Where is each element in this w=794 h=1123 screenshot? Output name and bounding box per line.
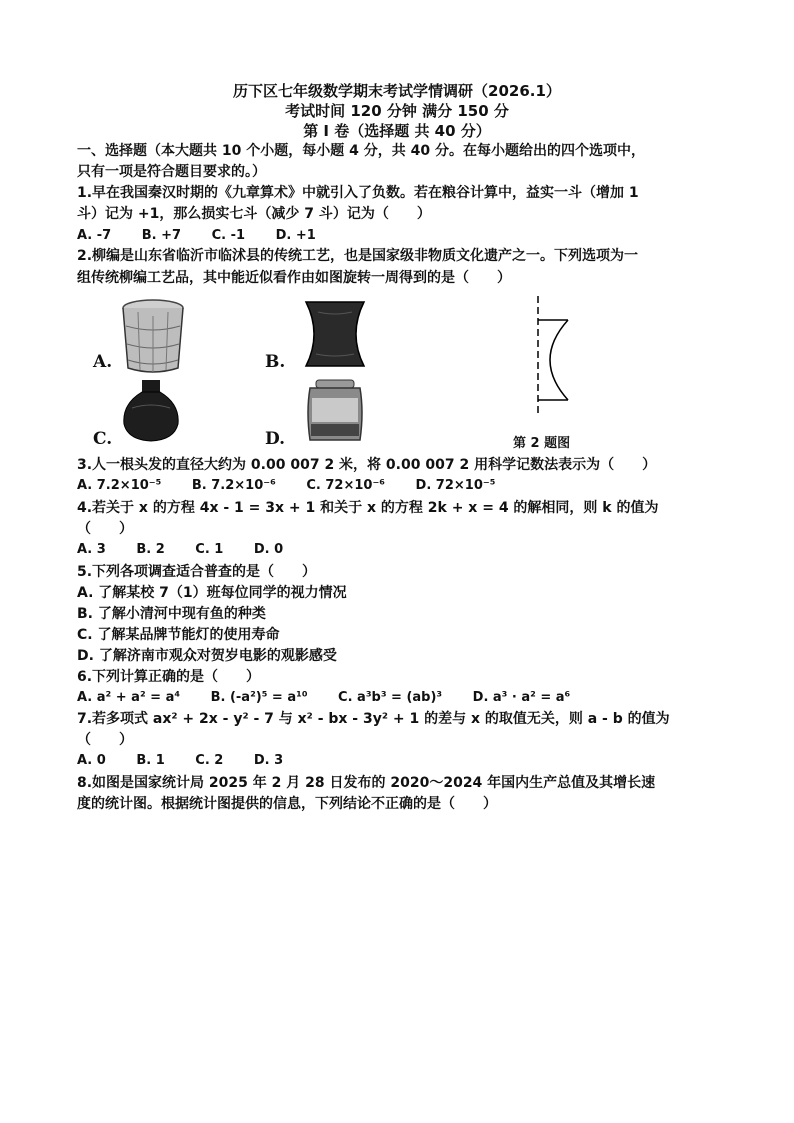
q1-options [77, 228, 342, 243]
q4-option-c: C. 1 [195, 542, 224, 557]
q8-stem-line2: 度的统计图。根据统计图提供的信息，下列结论不正确的是（ ） [77, 796, 497, 812]
exam-title: 历下区七年级数学期末考试学情调研（2026.1） [233, 82, 561, 100]
q7-option-d: D. 3 [253, 753, 284, 768]
q1-stem-line1: 1.早在我国秦汉时期的《九章算术》中就引入了负数。若在粮谷计算中，益实一斗（增加 1 [77, 185, 639, 201]
q3-option-c: C. 72×10⁻⁶ [306, 478, 385, 493]
q3-option-a: A. 7.2×10⁻⁵ [77, 478, 162, 493]
q4-option-d: D. 0 [253, 542, 284, 557]
woven-round-vase-c-image [118, 378, 184, 444]
q1-option-b: B. +7 [141, 228, 182, 243]
q7-option-c: C. 2 [195, 753, 224, 768]
q2-figure-caption: 第 2 题图 [513, 436, 571, 451]
q5-stem: 5.下列各项调查适合普查的是（ ） [77, 564, 317, 580]
q1-stem-line2: 斗）记为 +1，那么损实七斗（减少 7 斗）记为（ ） [77, 206, 431, 222]
q4-option-b: B. 2 [136, 542, 165, 557]
q5-option-c: C. 了解某品牌节能灯的使用寿命 [77, 627, 280, 643]
volume-title: 第 Ⅰ 卷（选择题 共 40 分） [303, 122, 491, 140]
q2-label-a: A. [93, 352, 113, 372]
q5-option-b: B. 了解小清河中现有鱼的种类 [77, 606, 266, 622]
q6-options [77, 690, 596, 705]
section-instruction-line1: 一、选择题（本大题共 10 个小题，每小题 4 分，共 40 分。在每小题给出的四个选项中， [77, 143, 645, 159]
q3-options [77, 478, 521, 493]
q7-option-b: B. 1 [136, 753, 165, 768]
section-instruction-line2: 只有一项是符合题目要求的。） [77, 164, 266, 180]
q2-stem-line2: 组传统柳编工艺品，其中能近似看作由如图旋转一周得到的是（ ） [77, 270, 511, 286]
exam-info: 考试时间 120 分钟 满分 150 分 [285, 102, 509, 120]
woven-basket-a-image [118, 296, 188, 376]
q6-option-c: C. a³b³ = (ab)³ [338, 690, 443, 705]
q4-option-a: A. 3 [77, 542, 106, 557]
q7-options [77, 753, 309, 768]
q7-stem-line2: （ ） [77, 732, 133, 748]
q6-stem: 6.下列计算正确的是（ ） [77, 669, 261, 685]
woven-jar-d-image [304, 378, 366, 444]
q5-option-d: D. 了解济南市观众对贺岁电影的观影感受 [77, 648, 337, 664]
q1-option-a: A. -7 [77, 228, 112, 243]
q6-option-d: D. a³ · a² = a⁶ [472, 690, 571, 705]
q8-stem-line1: 8.如图是国家统计局 2025 年 2 月 28 日发布的 2020～2024 年国内生产总值及其增长速 [77, 775, 656, 791]
q2-rotation-figure [528, 292, 578, 418]
q6-option-b: B. (-a²)⁵ = a¹⁰ [210, 690, 308, 705]
q6-option-a: A. a² + a² = a⁴ [77, 690, 181, 705]
q2-label-b: B. [265, 352, 286, 372]
q1-option-c: C. -1 [211, 228, 246, 243]
q4-stem-line1: 4.若关于 x 的方程 4x - 1 = 3x + 1 和关于 x 的方程 2k + x = 4 的解相同，则 k 的值为 [77, 500, 659, 516]
q7-stem-line1: 7.若多项式 ax² + 2x - y² - 7 与 x² - bx - 3y² + 1 的差与 x 的取值无关，则 a - b 的值为 [77, 711, 670, 727]
q5-option-a: A. 了解某校 7（1）班每位同学的视力情况 [77, 585, 347, 601]
woven-waisted-vase-b-image [302, 298, 368, 370]
q7-option-a: A. 0 [77, 753, 106, 768]
q3-stem: 3.人一根头发的直径大约为 0.00 007 2 米，将 0.00 007 2 用科学记数法表示为（ ） [77, 457, 657, 473]
q2-label-d: D. [265, 429, 286, 449]
q3-option-b: B. 7.2×10⁻⁶ [191, 478, 276, 493]
q3-option-d: D. 72×10⁻⁵ [415, 478, 496, 493]
q1-option-d: D. +1 [275, 228, 316, 243]
q4-stem-line2: （ ） [77, 521, 133, 537]
q2-stem-line1: 2.柳编是山东省临沂市临沭县的传统工艺，也是国家级非物质文化遗产之一。下列选项为一 [77, 248, 639, 264]
q4-options [77, 542, 309, 557]
q2-label-c: C. [93, 429, 113, 449]
